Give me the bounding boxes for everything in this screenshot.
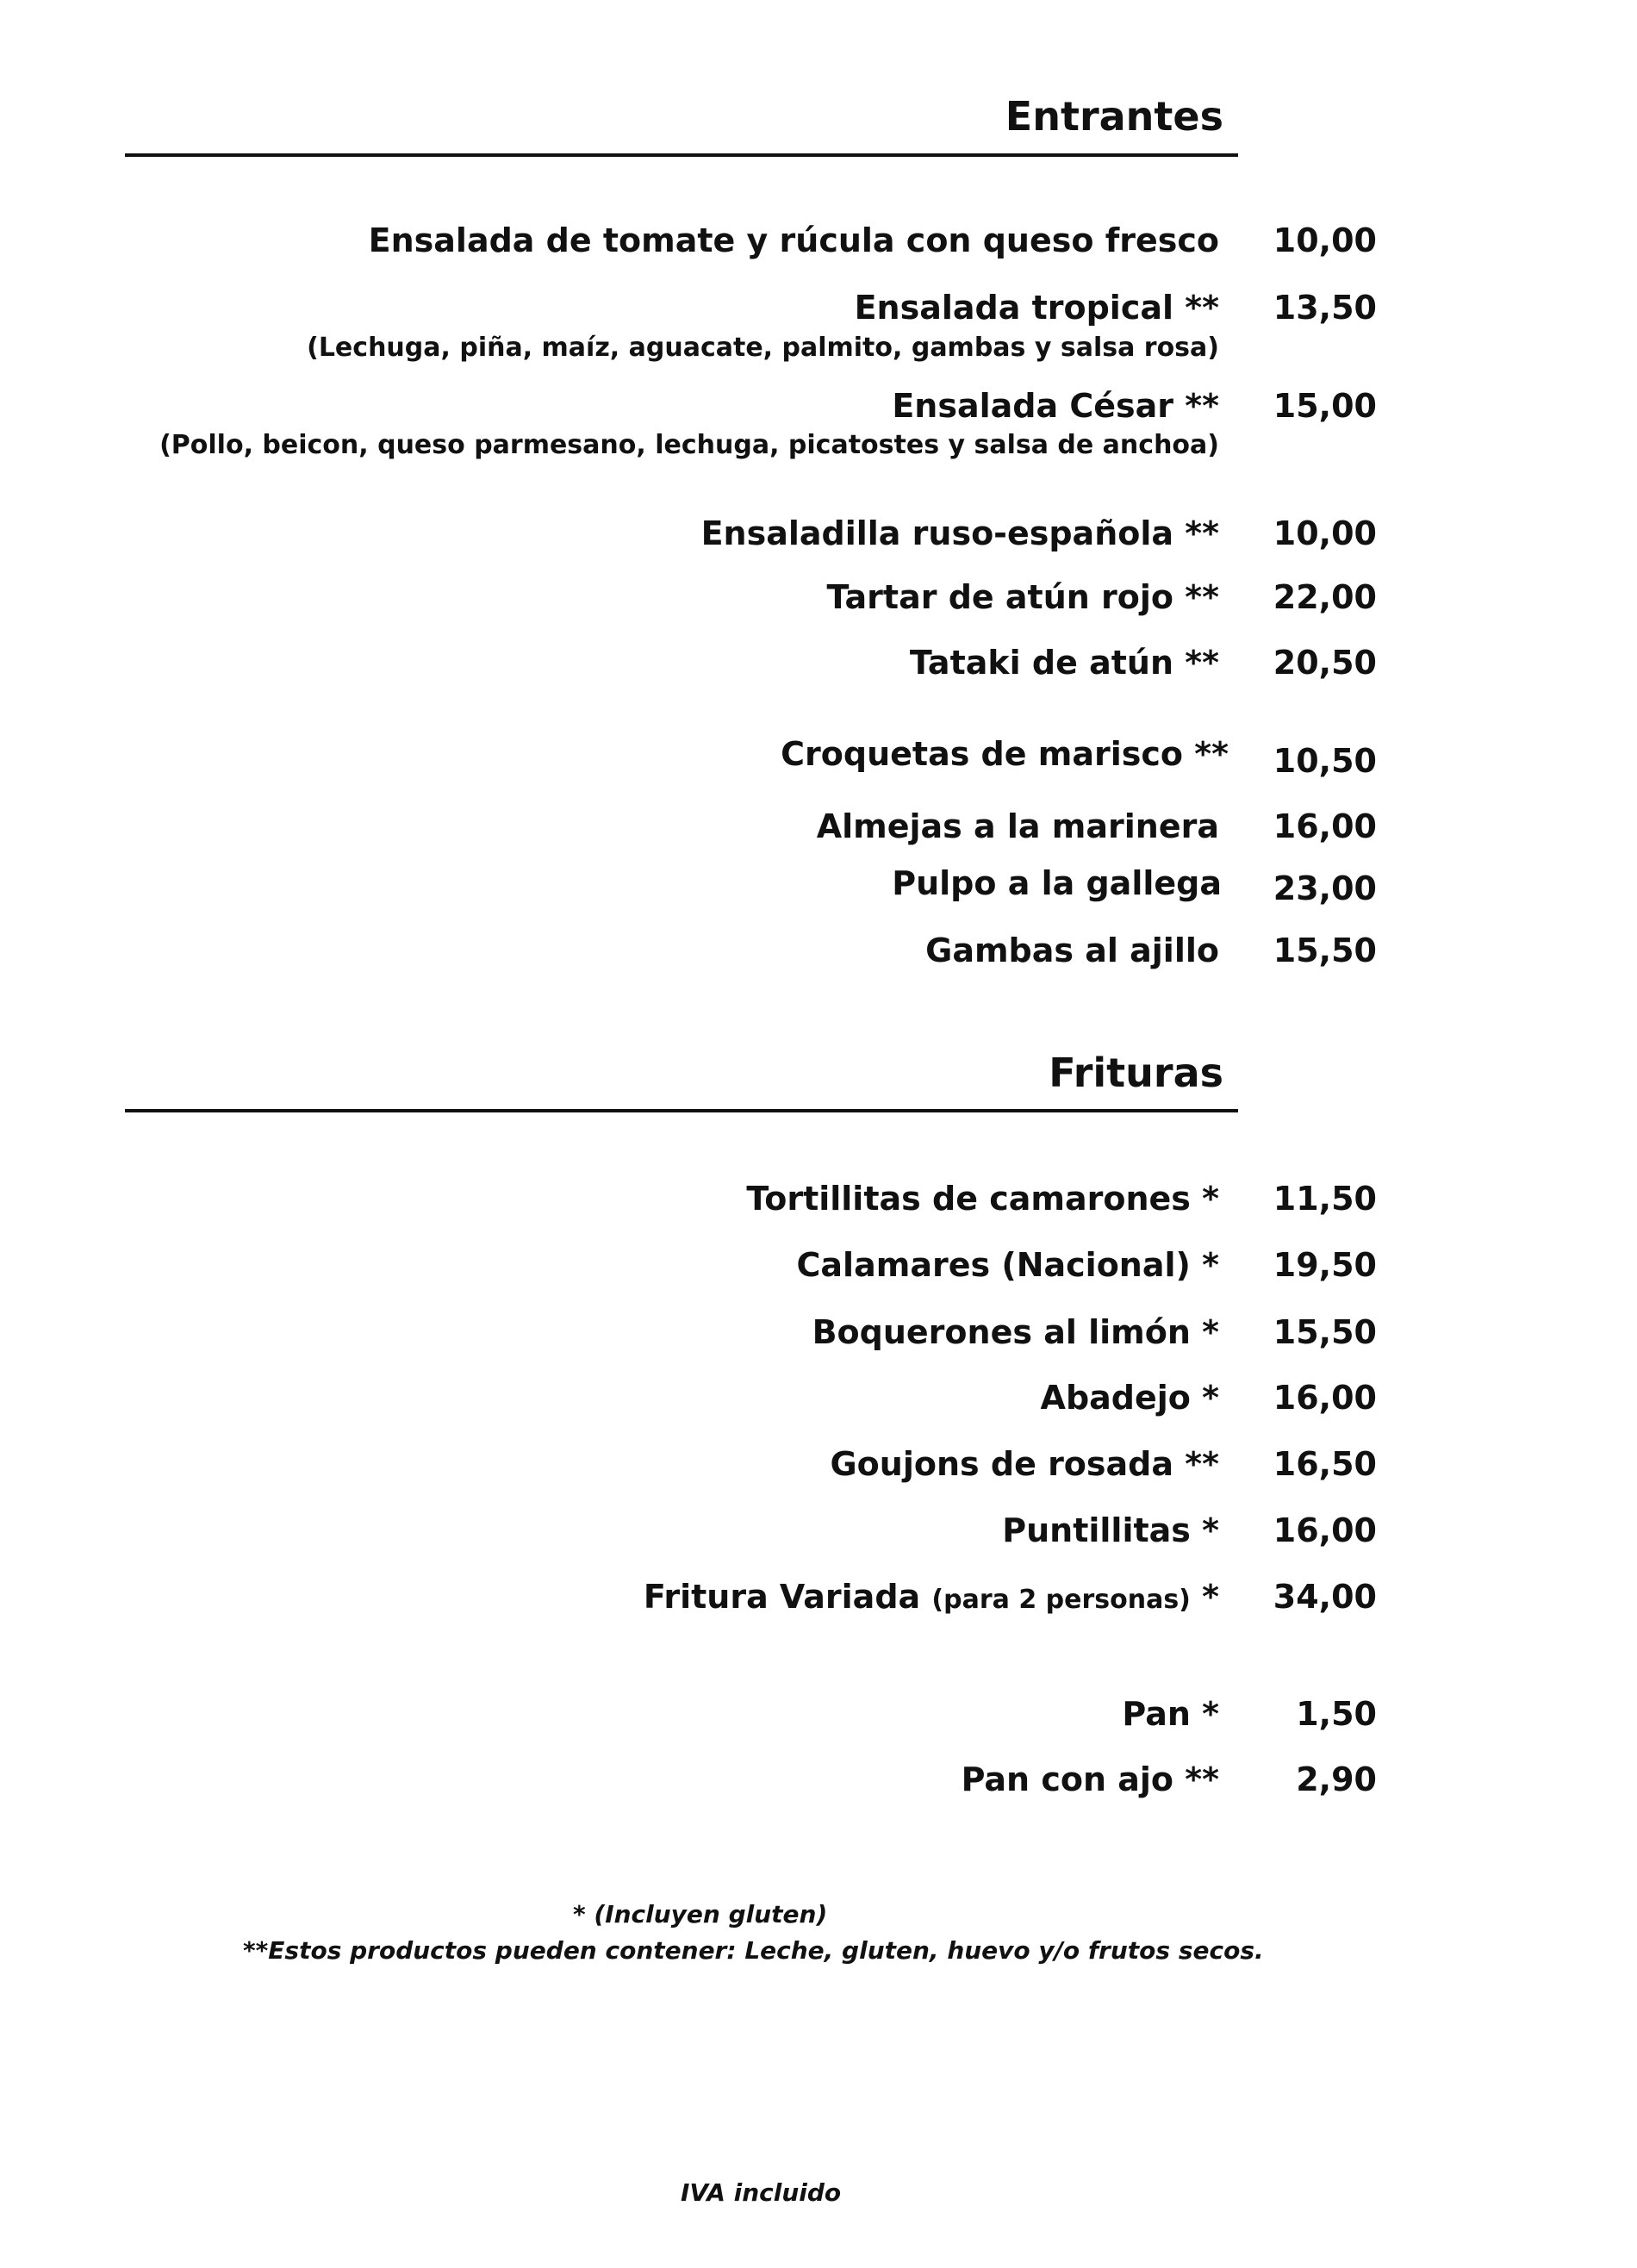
menu-item-name: Croquetas de marisco ** [781,735,1229,773]
footnote-allergens: **Estos productos pueden contener: Leche, gluten, huevo y/o frutos secos. [243,1936,1264,1965]
menu-item-name: Ensalada César ** [892,387,1219,425]
menu-item-name: Pulpo a la gallega [892,864,1222,902]
menu-item-name: Abadejo * [1040,1379,1219,1417]
menu-item-description: (Lechuga, piña, maíz, aguacate, palmito, gambas y salsa rosa) [307,333,1219,363]
menu-item-price: 16,00 [1273,1379,1377,1417]
menu-item-description: (Pollo, beicon, queso parmesano, lechuga, picatostes y salsa de anchoa) [159,430,1219,460]
menu-item-price: 13,50 [1273,289,1377,327]
menu-item-price: 10,00 [1273,514,1377,552]
menu-item-name: Tortillitas de camarones * [746,1180,1219,1218]
footer-vat-note: IVA incluido [681,2178,842,2207]
menu-item-fritura-variada [643,1578,1219,1616]
menu-item-name: Fritura Variada [643,1578,921,1616]
menu-item-price: 20,50 [1273,644,1377,682]
menu-item-name: Tataki de atún ** [909,644,1219,682]
menu-item-name: Pan con ajo ** [961,1760,1219,1798]
menu-item-price: 15,00 [1273,387,1377,425]
section-divider-frituras [125,1109,1238,1112]
menu-item-price: 2,90 [1296,1760,1377,1798]
menu-item-price: 11,50 [1273,1180,1377,1218]
menu-item-price: 23,00 [1273,869,1377,907]
section-title-entrantes: Entrantes [1005,93,1223,140]
menu-item-name: Calamares (Nacional) * [796,1246,1219,1284]
menu-item-name: Puntillitas * [1002,1511,1219,1549]
menu-item-allergen-mark: * [1190,1578,1219,1616]
menu-item-price: 19,50 [1273,1246,1377,1284]
menu-item-price: 1,50 [1296,1695,1377,1733]
section-title-frituras: Frituras [1049,1050,1223,1096]
menu-item-price: 10,50 [1273,742,1377,780]
footnote-gluten: * (Incluyen gluten) [573,1900,828,1928]
menu-item-price: 10,00 [1273,221,1377,259]
menu-item-price: 16,50 [1273,1445,1377,1483]
menu-item-name: Almejas a la marinera [816,807,1219,845]
menu-item-name: Goujons de rosada ** [830,1445,1219,1483]
menu-item-name: Ensalada tropical ** [854,289,1219,327]
menu-item-price: 22,00 [1273,578,1377,616]
menu-item-name: Pan * [1122,1695,1219,1733]
menu-item-name: Boquerones al limón * [812,1313,1219,1351]
menu-item-price: 15,50 [1273,1313,1377,1351]
menu-item-price: 16,00 [1273,807,1377,845]
menu-item-price: 16,00 [1273,1511,1377,1549]
menu-item-price: 15,50 [1273,932,1377,969]
section-divider-entrantes [125,153,1238,157]
menu-item-name: Gambas al ajillo [925,932,1219,969]
menu-item-name: Tartar de atún rojo ** [826,578,1219,616]
menu-item-qualifier: (para 2 personas) [931,1585,1191,1615]
menu-item-name: Ensaladilla ruso-española ** [700,514,1219,552]
menu-item-name: Ensalada de tomate y rúcula con queso fresco [368,221,1219,259]
menu-item-price: 34,00 [1273,1578,1377,1616]
